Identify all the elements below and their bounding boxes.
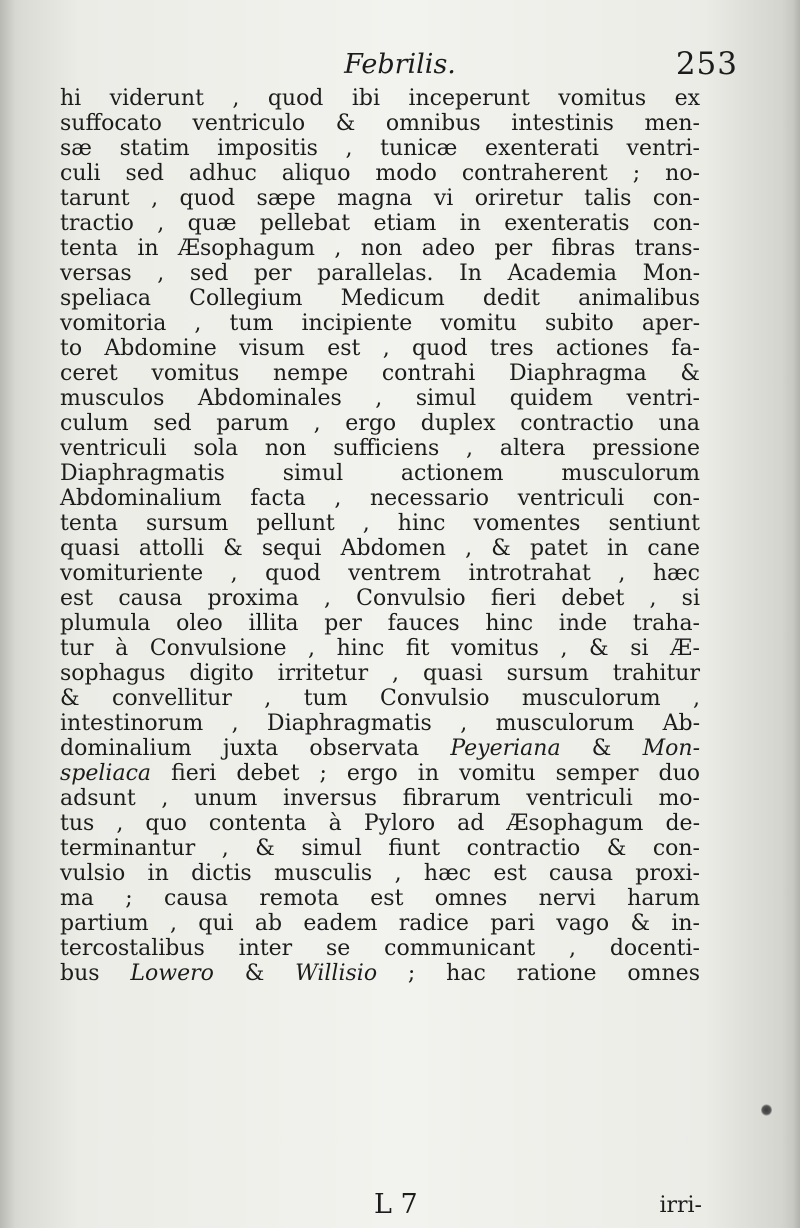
line-text: adsunt , unum inversus fibrarum ventriculi mo- xyxy=(60,786,700,811)
text-line xyxy=(60,511,700,536)
line-text: dominalium juxta observata xyxy=(60,736,451,761)
text-line xyxy=(60,786,700,811)
text-line xyxy=(60,586,700,611)
text-line xyxy=(60,86,700,111)
line-text: tarunt , quod sæpe magna vi oriretur talis con- xyxy=(60,186,700,211)
text-line xyxy=(60,611,700,636)
line-text: ceret vomitus nempe contrahi Diaphragma & xyxy=(60,361,700,386)
line-text: tercostalibus inter se communicant , docenti- xyxy=(60,936,700,961)
text-line xyxy=(60,561,700,586)
line-text: hi viderunt , quod ibi inceperunt vomitus ex xyxy=(60,86,700,111)
line-text: & convellitur , tum Convulsio musculorum , xyxy=(60,686,700,711)
text-line xyxy=(60,361,700,386)
line-text: est causa proxima , Convulsio fieri debet , si xyxy=(60,586,700,611)
text-line xyxy=(60,336,700,361)
text-line xyxy=(60,386,700,411)
line-text: tractio , quæ pellebat etiam in exenteratis con- xyxy=(60,211,700,236)
line-text: versas , sed per parallelas. In Academia Mon- xyxy=(60,261,700,286)
text-line xyxy=(60,711,700,736)
page-edge-shadow xyxy=(782,0,800,1228)
line-text: suffocato ventriculo & omnibus intestinis men- xyxy=(60,111,700,136)
text-line xyxy=(60,811,700,836)
text-line xyxy=(60,461,700,486)
line-text: tenta sursum pellunt , hinc vomentes sentiunt xyxy=(60,511,700,536)
text-line xyxy=(60,936,700,961)
text-line xyxy=(60,111,700,136)
text-line xyxy=(60,486,700,511)
text-line xyxy=(60,636,700,661)
text-line xyxy=(60,211,700,236)
text-line xyxy=(60,861,700,886)
line-text: vomitoria , tum incipiente vomitu subito aper- xyxy=(60,311,700,336)
line-text: sophagus digito irritetur , quasi sursum trahitur xyxy=(60,661,700,686)
line-text: sæ statim impositis , tunicæ exenterati ventri- xyxy=(60,136,700,161)
text-line xyxy=(60,161,700,186)
line-text: vulsio in dictis musculis , hæc est causa proxi- xyxy=(60,861,700,886)
page-gutter-shadow xyxy=(0,0,22,1228)
line-text: intestinorum , Diaphragmatis , musculorum Ab- xyxy=(60,711,700,736)
text-line xyxy=(60,536,700,561)
body-text xyxy=(60,86,700,986)
text-line xyxy=(60,686,700,711)
line-text: culi sed adhuc aliquo modo contraherent ; no- xyxy=(60,161,700,186)
line-text: terminantur , & simul fiunt contractio & con- xyxy=(60,836,700,861)
line-text: bus xyxy=(60,961,131,986)
line-text: musculos Abdominales , simul quidem ventri- xyxy=(60,386,700,411)
ink-speck xyxy=(761,1104,772,1116)
signature-mark: L 7 xyxy=(374,1189,418,1220)
line-text: to Abdomine visum est , quod tres actiones fa- xyxy=(60,336,700,361)
text-line xyxy=(60,436,700,461)
text-line xyxy=(60,886,700,911)
text-line xyxy=(60,961,700,986)
text-line xyxy=(60,836,700,861)
line-text: ma ; causa remota est omnes nervi harum xyxy=(60,886,700,911)
line-text: plumula oleo illita per fauces hinc inde traha- xyxy=(60,611,700,636)
text-line xyxy=(60,661,700,686)
line-text: Diaphragmatis simul actionem musculorum xyxy=(60,461,700,486)
text-line xyxy=(60,286,700,311)
catchword: irri- xyxy=(659,1193,702,1218)
text-line xyxy=(60,186,700,211)
page-number: 253 xyxy=(675,46,738,82)
text-line xyxy=(60,411,700,436)
line-text: Abdominalium facta , necessario ventriculi con- xyxy=(60,486,700,511)
text-line xyxy=(60,136,700,161)
line-text: speliaca Collegium Medicum dedit animalibus xyxy=(60,286,700,311)
italic-text: speliaca xyxy=(60,761,152,786)
line-text: culum sed parum , ergo duplex contractio una xyxy=(60,411,700,436)
line-text: ; hac ratione omnes xyxy=(377,961,700,986)
line-text: & xyxy=(213,961,296,986)
italic-text: Lowero xyxy=(130,961,214,986)
line-text: quasi attolli & sequi Abdomen , & patet in cane xyxy=(60,536,700,561)
text-line xyxy=(60,236,700,261)
text-line xyxy=(60,911,700,936)
line-text: tenta in Æsophagum , non adeo per fibras trans- xyxy=(60,236,700,261)
text-line xyxy=(60,261,700,286)
line-text: tur à Convulsione , hinc fit vomitus , & si Æ- xyxy=(60,636,700,661)
text-line xyxy=(60,736,700,761)
line-text: tus , quo contenta à Pyloro ad Æsophagum de- xyxy=(60,811,700,836)
text-line xyxy=(60,311,700,336)
italic-text: Peyeriana xyxy=(450,736,561,761)
line-text: ventriculi sola non sufficiens , altera pressione xyxy=(60,436,700,461)
line-text: partium , qui ab eadem radice pari vago & in- xyxy=(60,911,700,936)
running-title: Febrilis. xyxy=(344,49,456,80)
italic-text: Mon- xyxy=(642,736,700,761)
italic-text: Willisio xyxy=(295,961,378,986)
text-line xyxy=(60,761,700,786)
line-text: vomituriente , quod ventrem introtrahat , hæc xyxy=(60,561,700,586)
line-text: fieri debet ; ergo in vomitu semper duo xyxy=(151,761,700,786)
line-text: & xyxy=(560,736,643,761)
